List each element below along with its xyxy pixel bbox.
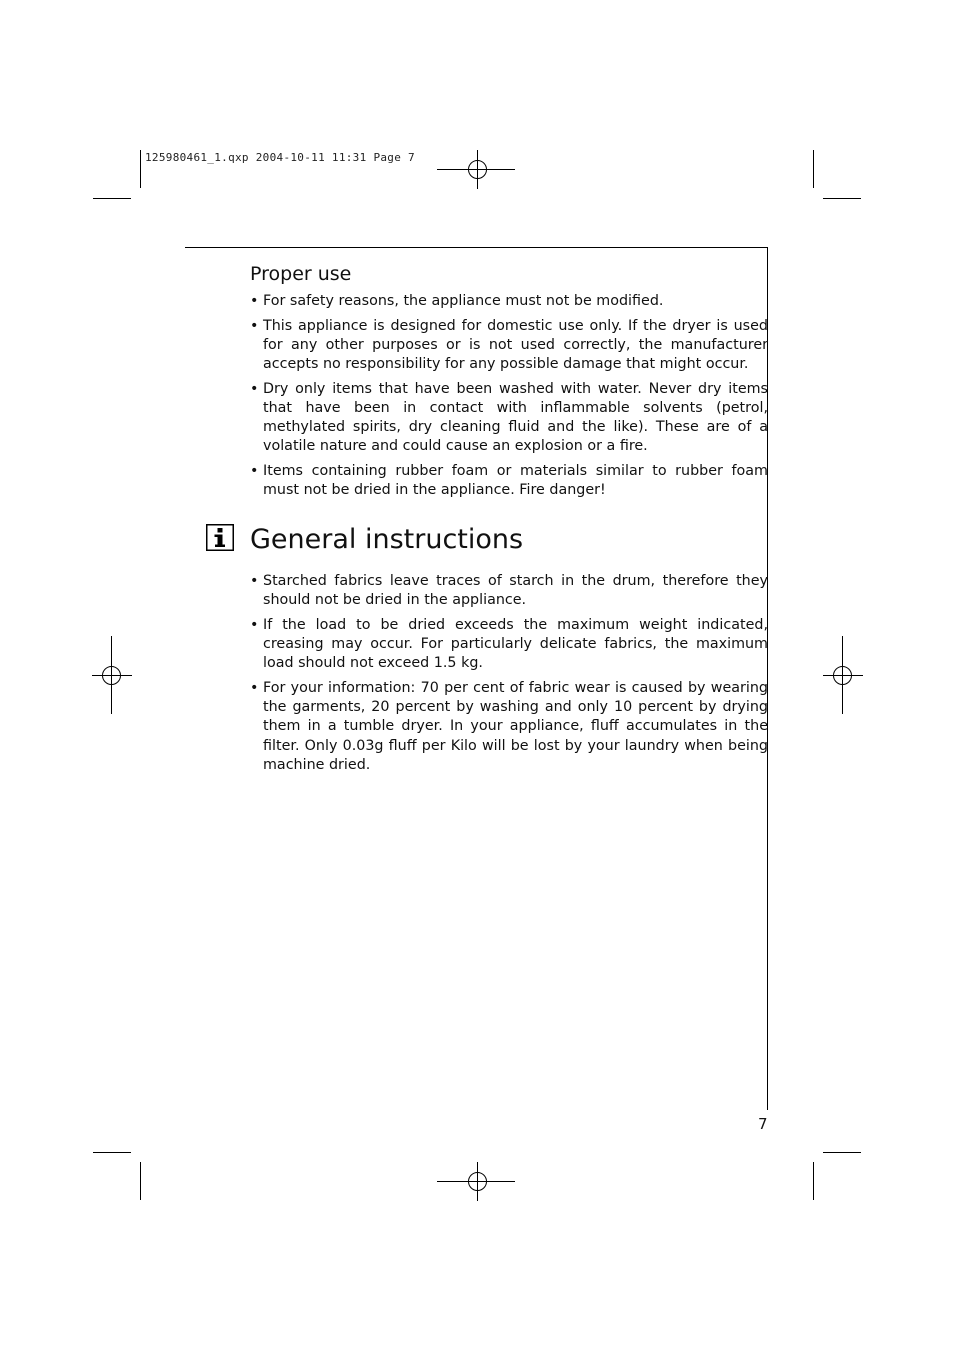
page-number: 7 xyxy=(758,1115,768,1133)
list-item: • For safety reasons, the appliance must not be modified. xyxy=(250,293,664,309)
crop-mark-top-right-v xyxy=(813,150,814,188)
crop-mark-top-left-h xyxy=(93,198,131,199)
crop-mark-bottom-right-h xyxy=(823,1152,861,1153)
list-item: • For your information: 70 per cent of fabric wear is caused by wearing the garments, 20 percent by washing and only 10 percent by drying them in a tumble dryer. In your appliance, fluff accumulates in the filter. Only 0.03g fluff per Kilo will be lost by your laundry when being machine dried. xyxy=(250,680,768,773)
registration-mark-right-icon xyxy=(823,636,863,714)
info-icon xyxy=(206,524,234,551)
list-item: • Items containing rubber foam or materials similar to rubber foam must not be dried in the appliance. Fire danger! xyxy=(250,463,768,499)
proper-use-heading: Proper use xyxy=(250,263,352,285)
general-instructions-heading: General instructions xyxy=(250,524,524,555)
general-instructions-section xyxy=(250,572,768,781)
proper-use-list xyxy=(250,292,768,501)
proper-use-section xyxy=(250,262,768,506)
crop-mark-bottom-left-v xyxy=(140,1162,141,1200)
list-item: • This appliance is designed for domestic use only. If the dryer is used for any other purposes or is not used correctly, the manufacturer accepts no responsibility for any possible damage that might occur. xyxy=(250,317,768,373)
crop-mark-top-right-h xyxy=(823,198,861,199)
list-item: • Starched fabrics leave traces of starch in the drum, therefore they should not be dried in the appliance. xyxy=(250,573,768,609)
general-instructions-list xyxy=(250,572,768,775)
list-item: • Dry only items that have been washed with water. Never dry items that have been in contact with inflammable solvents (petrol, methylated spirits, dry cleaning fluid and the like). These are of a volatile nature and could cause an explosion or a fire. xyxy=(250,380,768,455)
registration-mark-top-icon xyxy=(437,150,517,190)
top-rule xyxy=(185,247,768,248)
crop-mark-top-left-v xyxy=(140,150,141,188)
list-item: • If the load to be dried exceeds the maximum weight indicated, creasing may occur. For particularly delicate fabrics, the maximum load should not exceed 1.5 kg. xyxy=(250,616,768,672)
crop-mark-bottom-right-v xyxy=(813,1162,814,1200)
printer-slug: 125980461_1.qxp 2004-10-11 11:31 Page 7 xyxy=(145,151,415,164)
crop-mark-bottom-left-h xyxy=(93,1152,131,1153)
registration-mark-bottom-icon xyxy=(437,1162,517,1202)
registration-mark-left-icon xyxy=(92,636,132,714)
